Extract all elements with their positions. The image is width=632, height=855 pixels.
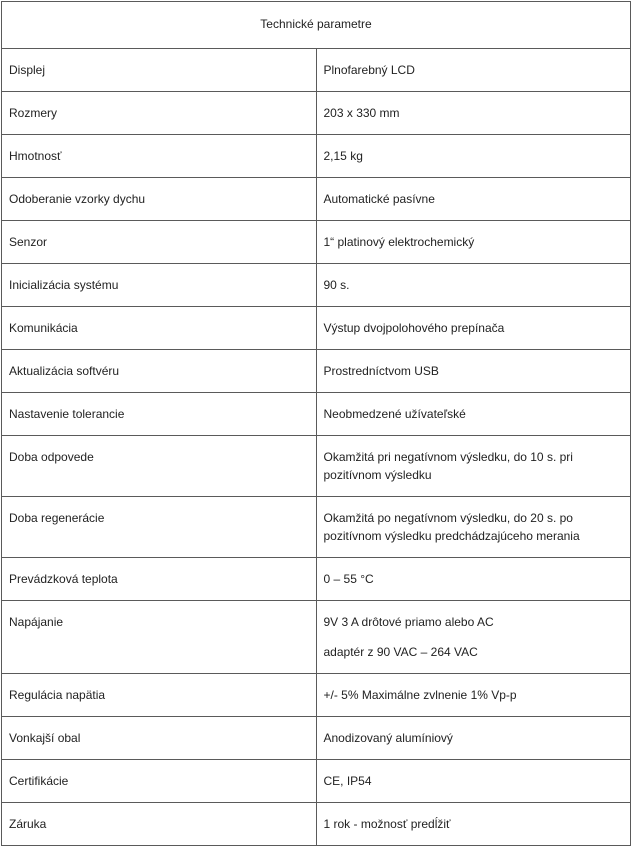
parameter-label: Napájanie bbox=[9, 615, 64, 629]
parameter-cell bbox=[2, 264, 317, 307]
value-cell bbox=[316, 436, 631, 497]
parameter-label: Hmotnosť bbox=[9, 149, 62, 163]
value-cell bbox=[316, 717, 631, 760]
parameter-value: adaptér z 90 VAC – 264 VAC bbox=[323, 645, 478, 659]
table-row bbox=[2, 393, 631, 436]
parameter-label: Vonkajší obal bbox=[9, 731, 81, 745]
value-cell bbox=[316, 803, 631, 846]
parameter-value: Neobmedzené užívateľské bbox=[323, 407, 466, 421]
parameter-cell bbox=[2, 178, 317, 221]
parameter-value: Plnofarebný LCD bbox=[323, 63, 415, 77]
parameter-value: CE, IP54 bbox=[323, 774, 372, 788]
table-title: Technické parametre bbox=[2, 2, 631, 49]
parameter-label: Doba regenerácie bbox=[9, 511, 105, 525]
value-cell bbox=[316, 393, 631, 436]
table-row bbox=[2, 350, 631, 393]
value-cell bbox=[316, 601, 631, 674]
parameter-label: Prevádzková teplota bbox=[9, 572, 118, 586]
value-cell bbox=[316, 760, 631, 803]
parameter-value: 90 s. bbox=[323, 278, 350, 292]
table-row bbox=[2, 135, 631, 178]
parameter-label: Senzor bbox=[9, 235, 48, 249]
parameter-label: Rozmery bbox=[9, 106, 58, 120]
value-cell bbox=[316, 221, 631, 264]
parameter-value: Okamžitá po negatívnom výsledku, do 20 s. po pozitívnom výsledku predchádzajúceho merania bbox=[323, 511, 580, 543]
table-row bbox=[2, 674, 631, 717]
parameter-label: Odoberanie vzorky dychu bbox=[9, 192, 146, 206]
parameter-cell bbox=[2, 803, 317, 846]
value-cell bbox=[316, 49, 631, 92]
parameter-label: Inicializácia systému bbox=[9, 278, 119, 292]
table-row bbox=[2, 49, 631, 92]
technical-parameters-table bbox=[1, 1, 631, 846]
value-cell bbox=[316, 497, 631, 558]
table-row bbox=[2, 307, 631, 350]
parameter-cell bbox=[2, 717, 317, 760]
value-cell bbox=[316, 558, 631, 601]
parameter-value: Okamžitá pri negatívnom výsledku, do 10 s. pri pozitívnom výsledku bbox=[323, 450, 573, 482]
table-body bbox=[2, 49, 631, 846]
parameter-value: 1“ platinový elektrochemický bbox=[323, 235, 475, 249]
parameter-value: +/- 5% Maximálne zvlnenie 1% Vp-p bbox=[323, 688, 517, 702]
table-row bbox=[2, 717, 631, 760]
table-header-row bbox=[2, 2, 631, 49]
table-row bbox=[2, 92, 631, 135]
table-row bbox=[2, 178, 631, 221]
parameter-cell bbox=[2, 92, 317, 135]
parameter-cell bbox=[2, 760, 317, 803]
table-row bbox=[2, 497, 631, 558]
parameter-value: 2,15 kg bbox=[323, 149, 363, 163]
parameter-cell bbox=[2, 49, 317, 92]
table-row bbox=[2, 264, 631, 307]
parameter-cell bbox=[2, 350, 317, 393]
parameter-label: Certifikácie bbox=[9, 774, 69, 788]
parameter-label: Regulácia napätia bbox=[9, 688, 106, 702]
parameter-label: Nastavenie tolerancie bbox=[9, 407, 125, 421]
parameter-label: Displej bbox=[9, 63, 46, 77]
parameter-value: Prostredníctvom USB bbox=[323, 364, 439, 378]
parameter-value: 0 – 55 °C bbox=[323, 572, 374, 586]
parameter-value: 203 x 330 mm bbox=[323, 106, 400, 120]
parameter-cell bbox=[2, 135, 317, 178]
parameter-value: Výstup dvojpolohového prepínača bbox=[323, 321, 505, 335]
parameter-label: Doba odpovede bbox=[9, 450, 94, 464]
value-cell bbox=[316, 350, 631, 393]
table-row bbox=[2, 221, 631, 264]
parameter-label: Aktualizácia softvéru bbox=[9, 364, 120, 378]
value-cell bbox=[316, 674, 631, 717]
value-cell bbox=[316, 264, 631, 307]
table-row bbox=[2, 803, 631, 846]
table-row bbox=[2, 601, 631, 674]
parameter-cell bbox=[2, 221, 317, 264]
table-row bbox=[2, 760, 631, 803]
value-cell bbox=[316, 92, 631, 135]
parameter-value: 9V 3 A drôtové priamo alebo AC bbox=[323, 615, 494, 629]
parameter-label: Komunikácia bbox=[9, 321, 78, 335]
table-row bbox=[2, 436, 631, 497]
parameter-cell bbox=[2, 558, 317, 601]
parameter-cell bbox=[2, 436, 317, 497]
parameter-label: Záruka bbox=[9, 817, 47, 831]
parameter-value: 1 rok - možnosť predĺžiť bbox=[323, 817, 451, 831]
parameter-cell bbox=[2, 393, 317, 436]
parameter-cell bbox=[2, 497, 317, 558]
table-row bbox=[2, 558, 631, 601]
value-cell bbox=[316, 135, 631, 178]
parameter-cell bbox=[2, 307, 317, 350]
parameter-value: Anodizovaný alumíniový bbox=[323, 731, 453, 745]
parameter-value: Automatické pasívne bbox=[323, 192, 435, 206]
value-cell bbox=[316, 307, 631, 350]
parameter-cell bbox=[2, 674, 317, 717]
parameter-cell bbox=[2, 601, 317, 674]
value-cell bbox=[316, 178, 631, 221]
